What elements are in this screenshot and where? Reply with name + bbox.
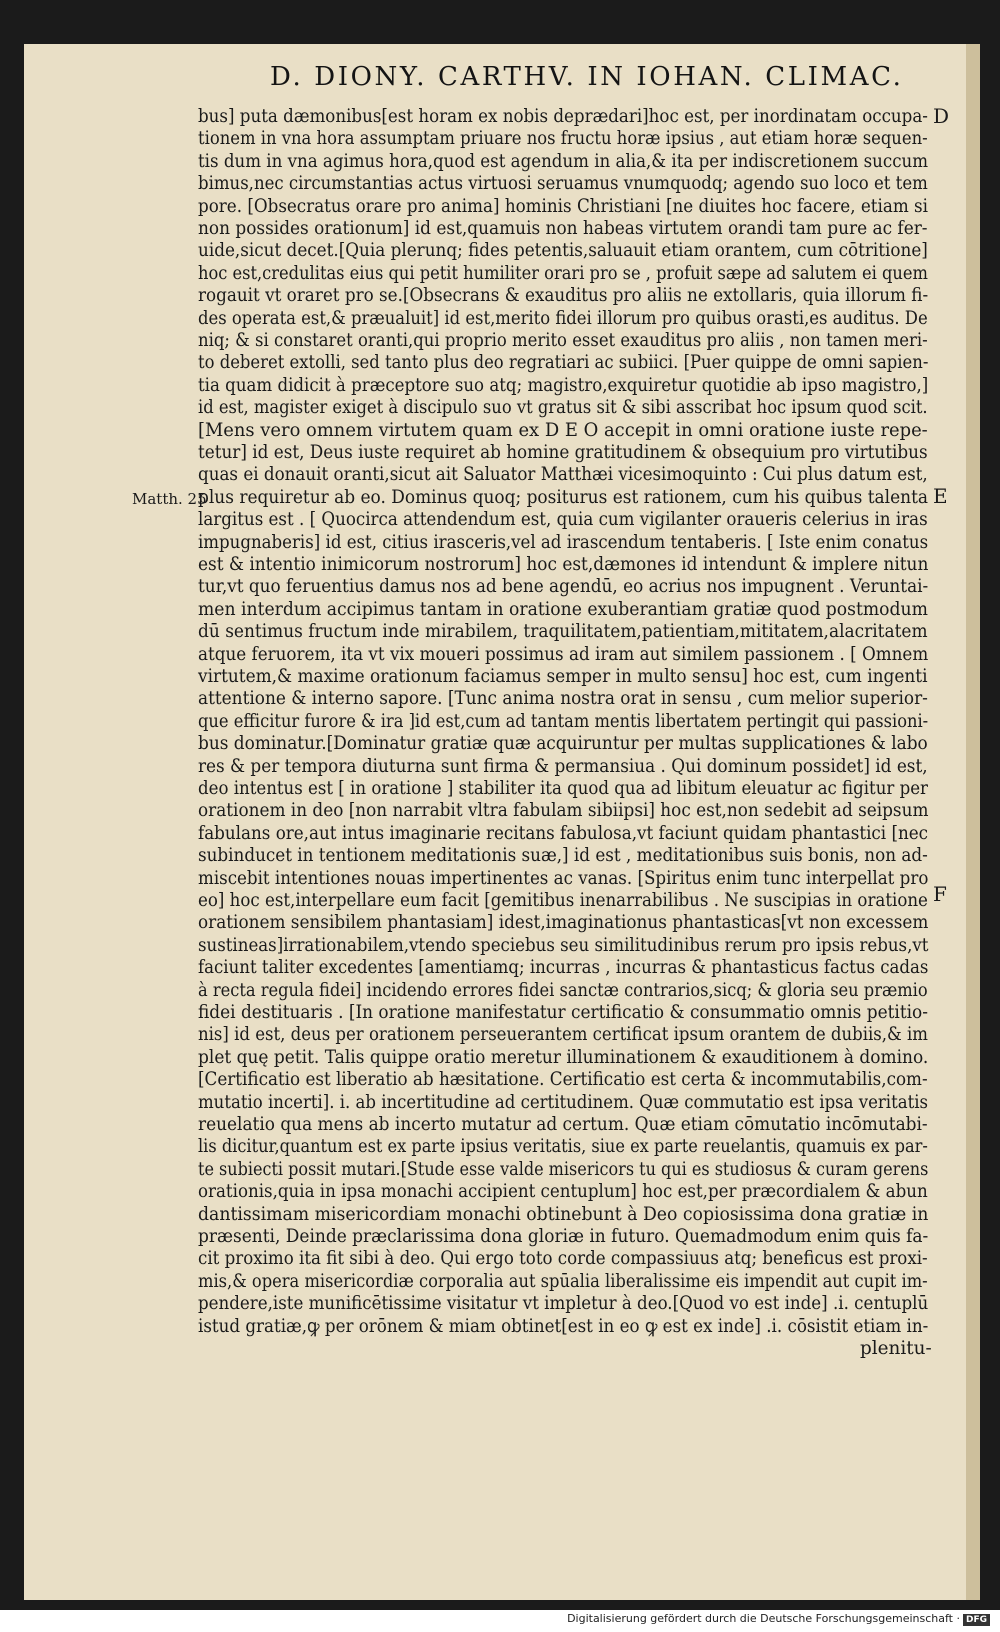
text-line: [Certificatio est liberatio ab hæsitatione. Certificatio est certa & incommutabilis,com- xyxy=(198,1069,928,1091)
text-line: plenitu- xyxy=(860,1338,932,1359)
text-line: quas ei donauit oranti,sicut ait Saluator Matthæi vicesimoquinto : Cui plus datum est, xyxy=(198,464,928,486)
text-line: tionem in vna hora assumptam priuare nos fructu horæ ipsius , aut etiam horæ sequen- xyxy=(198,128,928,150)
footer-text: Digitalisierung gefördert durch die Deutsche Forschungsgemeinschaft · xyxy=(567,1612,960,1625)
footer-credit xyxy=(567,1612,990,1626)
text-line: rogauit vt oraret pro se.[Obsecrans & exauditus pro aliis ne extollaris, quia illorum fi- xyxy=(198,285,929,307)
text-line: plus requiretur ab eo. Dominus quoq; positurus est rationem, cum his quibus talenta xyxy=(198,486,929,508)
text-line: te subiecti possit mutari.[Stude esse valde misericors tu qui es studiosus & curam gerens xyxy=(198,1158,929,1180)
margin-letter-d: D xyxy=(933,104,950,128)
text-line: fidei destituaris . [In oratione manifestatur certificatio & consummatio omnis petitio- xyxy=(198,1002,928,1023)
text-line: tur,vt quo feruentius damus nos ad bene agendū, eo acrius nos impugnent . Veruntai- xyxy=(198,576,929,598)
margin-note: Matth. 25 xyxy=(132,490,207,508)
text-line: men interdum accipimus tantam in oratione exuberantiam gratiæ quod postmodum xyxy=(198,598,928,620)
text-line: tetur] id est, Deus iuste requiret ab homine gratitudinem & obsequium pro virtutibus xyxy=(198,442,928,463)
text-line: des operata est,& præualuit] id est,merito fidei illorum pro quibus orasti,es auditus. De xyxy=(198,307,928,329)
dfg-logo: DFG xyxy=(963,1614,990,1626)
text-line: orationem in deo [non narrabit vltra fabulam sibiipsi] hoc est,non sedebit ad seipsum xyxy=(198,800,929,822)
text-line: hoc est,credulitas eius qui petit humiliter orari pro se , profuit sæpe ad salutem ei quem xyxy=(198,262,928,284)
text-line: fabulans ore,aut intus imaginarie recitans fabulosa,vt faciunt quidam phantastici [nec xyxy=(198,822,929,844)
text-line: pore. [Obsecratus orare pro anima] hominis Christiani [ne diuites hoc facere, etiam si xyxy=(198,195,928,217)
text-line: largitus est . [ Quocirca attendendum est, quia cum vigilanter oraueris celerius in iras xyxy=(198,509,928,531)
text-line: mis,& opera misericordiæ corporalia aut spūalia liberalissime eis impendit aut cupit im- xyxy=(198,1270,928,1292)
text-line: eo] hoc est,interpellare eum facit [gemitibus inenarrabilibus . Ne suscipias in oratione xyxy=(198,890,928,911)
text-line: id est, magister exiget à discipulo suo vt gratus sit & sibi asscribat hoc ipsum quod scit. xyxy=(198,397,928,419)
text-line: miscebit intentiones nouas impertinentes ac vanas. [Spiritus enim tunc interpellat pro xyxy=(198,867,929,889)
text-line: atque feruorem, ita vt vix moueri possimus ad iram aut similem passionem . [ Omnem xyxy=(198,643,929,665)
text-line: sustineas]irrationabilem,vtendo speciebus seu similitudinibus rerum pro ipsis rebus,vt xyxy=(198,934,929,956)
text-line: tia quam didicit à præceptore suo atq; magistro,exquiretur quotidie ab ipso magistro,] xyxy=(198,374,929,396)
text-line: bus] puta dæmonibus[est horam ex nobis deprædari]hoc est, per inordinatam occupa- xyxy=(198,106,928,127)
text-line: lis dicitur,quantum est ex parte ipsius veritatis, siue ex parte reuelantis, quamuis ex par- xyxy=(198,1136,928,1158)
text-line: to deberet extolli, sed tanto plus deo regratiari ac subiici. [Puer quippe de omni sapien- xyxy=(198,352,929,374)
text-line: orationis,quia in ipsa monachi accipient centuplum] hoc est,per præcordialem & abun xyxy=(198,1181,928,1203)
text-line: que efficitur furore & ira ]id est,cum ad tantam mentis libertatem pertingit qui passioni- xyxy=(198,710,929,732)
margin-letter-f: F xyxy=(933,882,947,906)
text-line: istud gratiæ,ꝙ per orōnem & miam obtinet[est in eo ꝙ est ex inde] .i. cōsistit etiam in- xyxy=(198,1315,929,1337)
text-line: subinducet in tentionem meditationis suæ,] id est , meditationibus suis bonis, non ad- xyxy=(198,845,928,867)
text-line: niq; & si constaret oranti,qui proprio merito esset exauditus pro aliis , non tamen meri- xyxy=(198,330,928,351)
text-line: bimus,nec circumstantias actus virtuosi seruamus vnumquodq; agendo suo loco et tem xyxy=(198,173,928,195)
margin-letter-e: E xyxy=(933,484,948,508)
text-line: dū sentimus fructum inde mirabilem, traquilitatem,patientiam,mititatem,alacritatem xyxy=(198,621,928,643)
text-line: plet quę petit. Talis quippe oratio meretur illuminationem & exauditionem à domino. xyxy=(198,1046,929,1068)
text-line: à recta regula fidei] incidendo errores fidei sanctæ contrarios,sicq; & gloria seu præmio xyxy=(198,979,928,1001)
text-line: virtutem,& maxime orationum faciamus semper in multo sensu] hoc est, cum ingenti xyxy=(198,666,928,687)
text-line: mutatio incerti]. i. ab incertitudine ad certitudinem. Quæ commutatio est ipsa veritatis xyxy=(198,1091,928,1113)
text-line: cit proximo ita fit sibi à deo. Qui ergo toto corde compassiuus atq; beneficus est proxi- xyxy=(198,1248,928,1270)
text-line: non possides orationum] id est,quamuis non habeas virtutem orandi tam pure ac fer- xyxy=(198,218,928,239)
text-line: reuelatio qua mens ab incerto mutatur ad certum. Quæ etiam cōmutatio incōmutabi- xyxy=(198,1114,928,1135)
text-line: dantissimam misericordiam monachi obtinebunt à Deo copiosissima dona gratiæ in xyxy=(198,1203,929,1225)
text-line: uide,sicut decet.[Quia plerunq; fides petentis,saluauit etiam orantem, cum cōtritione] xyxy=(198,240,928,262)
text-line: nis] id est, deus per orationem perseuerantem certificat ipsum orantem de dubiis,& im xyxy=(198,1024,928,1046)
text-line: est & intentio inimicorum nostrorum] hoc est,dæmones id intendunt & implere nitun xyxy=(198,554,929,575)
text-line: res & per tempora diuturna sunt firma & permansiua . Qui dominum possidet] id est, xyxy=(198,755,928,777)
text-line: orationem sensibilem phantasiam] idest,imaginationus phantasticas[vt non excessem xyxy=(198,912,929,934)
text-line: [Mens vero omnem virtutem quam ex D E O accepit in omni oratione iuste repe- xyxy=(198,419,928,441)
text-line: tis dum in vna agimus hora,quod est agendum in alia,& ita per indiscretionem succum xyxy=(198,150,929,172)
text-line: deo intentus est [ in oratione ] stabiliter ita quod qua ad libitum eleuatur ac figitur per xyxy=(198,778,928,799)
text-line: faciunt taliter excedentes [amentiamq; incurras , incurras & phantasticus factus cadas xyxy=(198,957,929,979)
page-edge xyxy=(966,44,980,1600)
running-header: D. DIONY. CARTHV. IN IOHAN. CLIMAC. xyxy=(270,62,904,92)
text-line: præsenti, Deinde præclarissima dona gloriæ in futuro. Quemadmodum enim quis fa- xyxy=(198,1226,929,1247)
text-line: impugnaberis] id est, citius irasceris,vel ad irascendum tentaberis. [ Iste enim conatus xyxy=(198,531,929,553)
text-line: attentione & interno sapore. [Tunc anima nostra orat in sensu , cum melior superior- xyxy=(198,688,928,710)
text-line: pendere,iste munificētissime visitatur vt impletur à deo.[Quod vo est inde] .i. centuplū xyxy=(198,1293,929,1315)
text-line: bus dominatur.[Dominatur gratiæ quæ acquiruntur per multas supplicationes & labo xyxy=(198,733,928,755)
